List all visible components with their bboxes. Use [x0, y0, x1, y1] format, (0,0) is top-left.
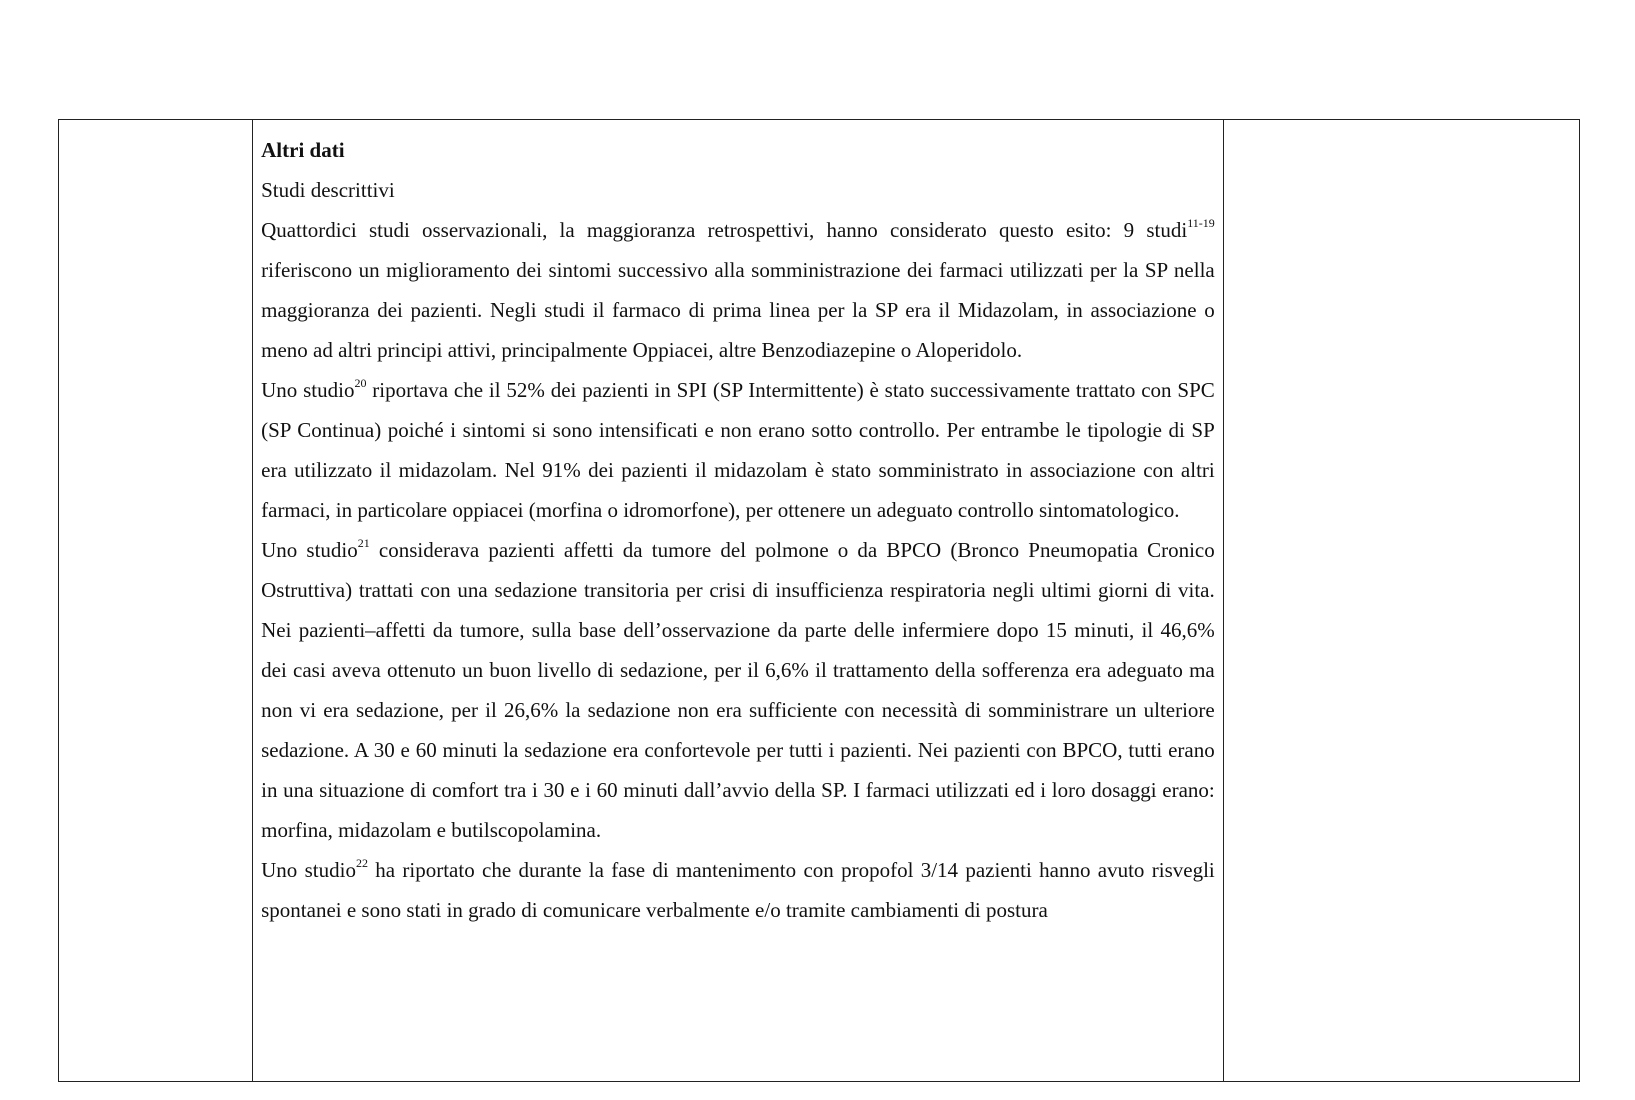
- content-body: [253, 120, 1223, 930]
- paragraph-text: Uno studio: [261, 858, 356, 882]
- section-subtitle: Studi descrittivi: [261, 178, 395, 202]
- content-cell: [253, 120, 1224, 1082]
- section-title: Altri dati: [261, 138, 345, 162]
- paragraph-text: riferiscono un miglioramento dei sintomi successivo alla somministrazione dei farmaci utilizzati per la SP nella maggioranza dei pazienti. Negli studi il farmaco di prima linea per la SP era il Midazolam, in associazione o meno ad altri principi attivi, principalmente Oppiacei, altre Benzodiazepine o Aloperidolo.: [261, 258, 1215, 362]
- left-empty-cell: [59, 120, 253, 1082]
- citation-ref: 20: [354, 376, 367, 390]
- paragraph-text: ha riportato che durante la fase di mantenimento con propofol 3/14 pazienti hanno avuto risvegli spontanei e sono stati in grado di comunicare verbalmente e/o tramite cambiamenti di postura: [261, 858, 1215, 922]
- paragraph-text: Quattordici studi osservazionali, la maggioranza retrospettivi, hanno considerato questo esito: 9 studi: [261, 218, 1188, 242]
- right-empty-cell: [1223, 120, 1579, 1082]
- paragraph-studies-11-19: [261, 210, 1215, 370]
- paragraph-text: Uno studio: [261, 378, 355, 402]
- paragraph-study-21: [261, 530, 1215, 850]
- paragraph-text: riportava che il 52% dei pazienti in SPI (SP Intermittente) è stato successivamente trattato con SPC (SP Continua) poiché i sintomi si sono intensificati e non erano sotto controllo. Per entrambe le tipologie di SP era utilizzato il midazolam. Nel 91% dei pazienti il midazolam è stato somministrato in associazione con altri farmaci, in particolare oppiacei (morfina o idromorfone), per ottenere un adeguato controllo sintomatologico.: [261, 378, 1215, 522]
- citation-ref: 11-19: [1187, 216, 1215, 230]
- paragraph-study-22: [261, 850, 1215, 930]
- document-table: [58, 119, 1580, 1082]
- paragraph-text: considerava pazienti affetti da tumore del polmone o da BPCO (Bronco Pneumopatia Cronico Ostruttiva) trattati con una sedazione transitoria per crisi di insufficienza respiratoria negli ultimi giorni di vita. Nei pazienti–affetti da tumore, sulla base dell’osservazione da parte delle infermiere dopo 15 minuti, il 46,6% dei casi aveva ottenuto un buon livello di sedazione, per il 6,6% il trattamento della sofferenza era adeguato ma non vi era sedazione, per il 26,6% la sedazione non era sufficiente con necessità di somministrare un ulteriore sedazione. A 30 e 60 minuti la sedazione era confortevole per tutti i pazienti. Nei pazienti con BPCO, tutti erano in una situazione di comfort tra i 30 e i 60 minuti dall’avvio della SP. I farmaci utilizzati ed i loro dosaggi erano: morfina, midazolam e butilscopolamina.: [261, 538, 1215, 842]
- paragraph-text: Uno studio: [261, 538, 358, 562]
- paragraph-study-20: [261, 370, 1215, 530]
- citation-ref: 22: [355, 856, 368, 870]
- table-row: [59, 120, 1580, 1082]
- citation-ref: 21: [357, 536, 370, 550]
